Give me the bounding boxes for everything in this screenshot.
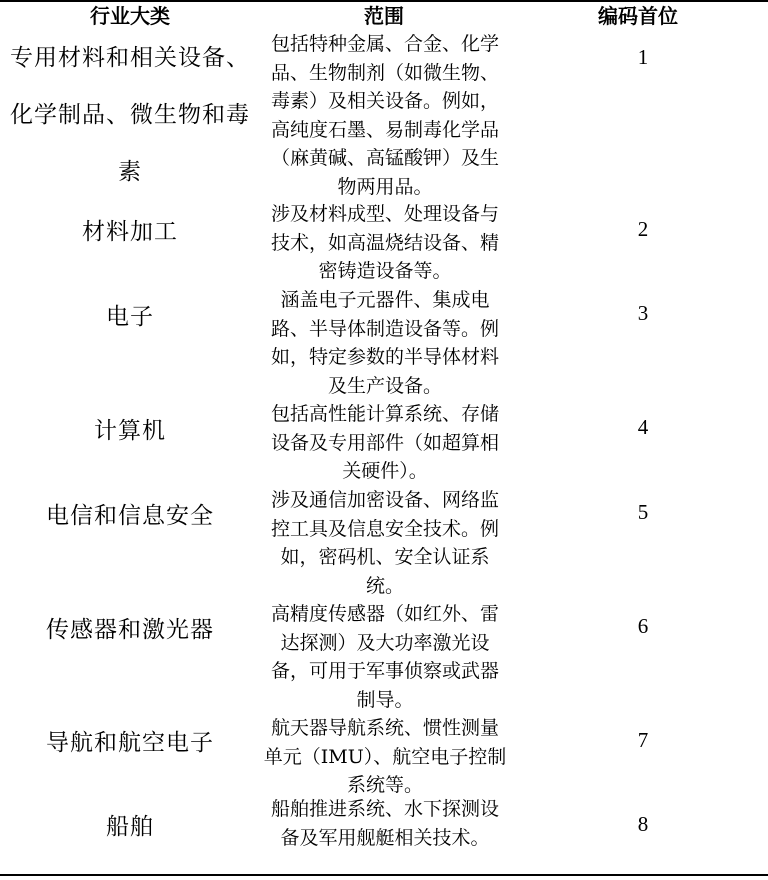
category-cell: 电子 <box>106 303 154 330</box>
table-row <box>0 795 768 875</box>
code-cell: 1 <box>637 44 649 69</box>
category-cell: 传感器和激光器 <box>46 616 214 643</box>
code-cell: 2 <box>637 216 649 241</box>
header-category: 行业大类 <box>90 4 170 28</box>
code-cell: 3 <box>637 300 649 325</box>
category-cell: 船舶 <box>106 813 154 840</box>
scope-cell: 涉及通信加密设备、网络监控工具及信息安全技术。例如，密码机、安全认证系统。 <box>270 489 499 597</box>
category-cell: 材料加工 <box>82 218 178 245</box>
table-row <box>0 400 768 486</box>
table-row <box>0 714 768 800</box>
header-code: 编码首位 <box>598 4 678 28</box>
scope-cell: 包括特种金属、合金、化学品、生物制剂（如微生物、毒素）及相关设备。例如，高纯度石墨、易制毒化学品（麻黄碱、高锰酸钾）及生物两用品。 <box>270 33 499 198</box>
code-cell: 7 <box>637 727 649 752</box>
category-cell: 专用材料和相关设备、化学制品、微生物和毒素 <box>10 44 250 185</box>
category-cell: 导航和航空电子 <box>46 729 214 756</box>
scope-cell: 高精度传感器（如红外、雷达探测）及大功率激光设备，可用于军事侦察或武器制导。 <box>270 603 499 711</box>
code-cell: 5 <box>637 499 649 524</box>
table-header-row <box>0 2 768 32</box>
category-cell: 电信和信息安全 <box>46 502 214 529</box>
table-row <box>0 600 768 714</box>
header-scope: 范围 <box>364 4 404 28</box>
table-row <box>0 30 768 200</box>
table-row <box>0 486 768 600</box>
code-cell: 8 <box>637 811 649 836</box>
scope-cell: 航天器导航系统、惯性测量单元（IMU）、航空电子控制系统等。 <box>263 717 507 796</box>
table-row <box>0 200 768 286</box>
category-cell: 计算机 <box>94 417 166 444</box>
scope-cell: 涉及材料成型、处理设备与技术，如高温烧结设备、精密铸造设备等。 <box>270 203 499 282</box>
scope-cell: 包括高性能计算系统、存储设备及专用部件（如超算相关硬件）。 <box>270 403 499 482</box>
table-bottom-rule <box>0 874 768 876</box>
code-cell: 6 <box>637 613 649 638</box>
code-cell: 4 <box>637 414 649 439</box>
table-row <box>0 286 768 400</box>
scope-cell: 船舶推进系统、水下探测设备及军用舰艇相关技术。 <box>270 798 499 849</box>
scope-cell: 涵盖电子元器件、集成电路、半导体制造设备等。例如，特定参数的半导体材料及生产设备。 <box>270 289 499 397</box>
